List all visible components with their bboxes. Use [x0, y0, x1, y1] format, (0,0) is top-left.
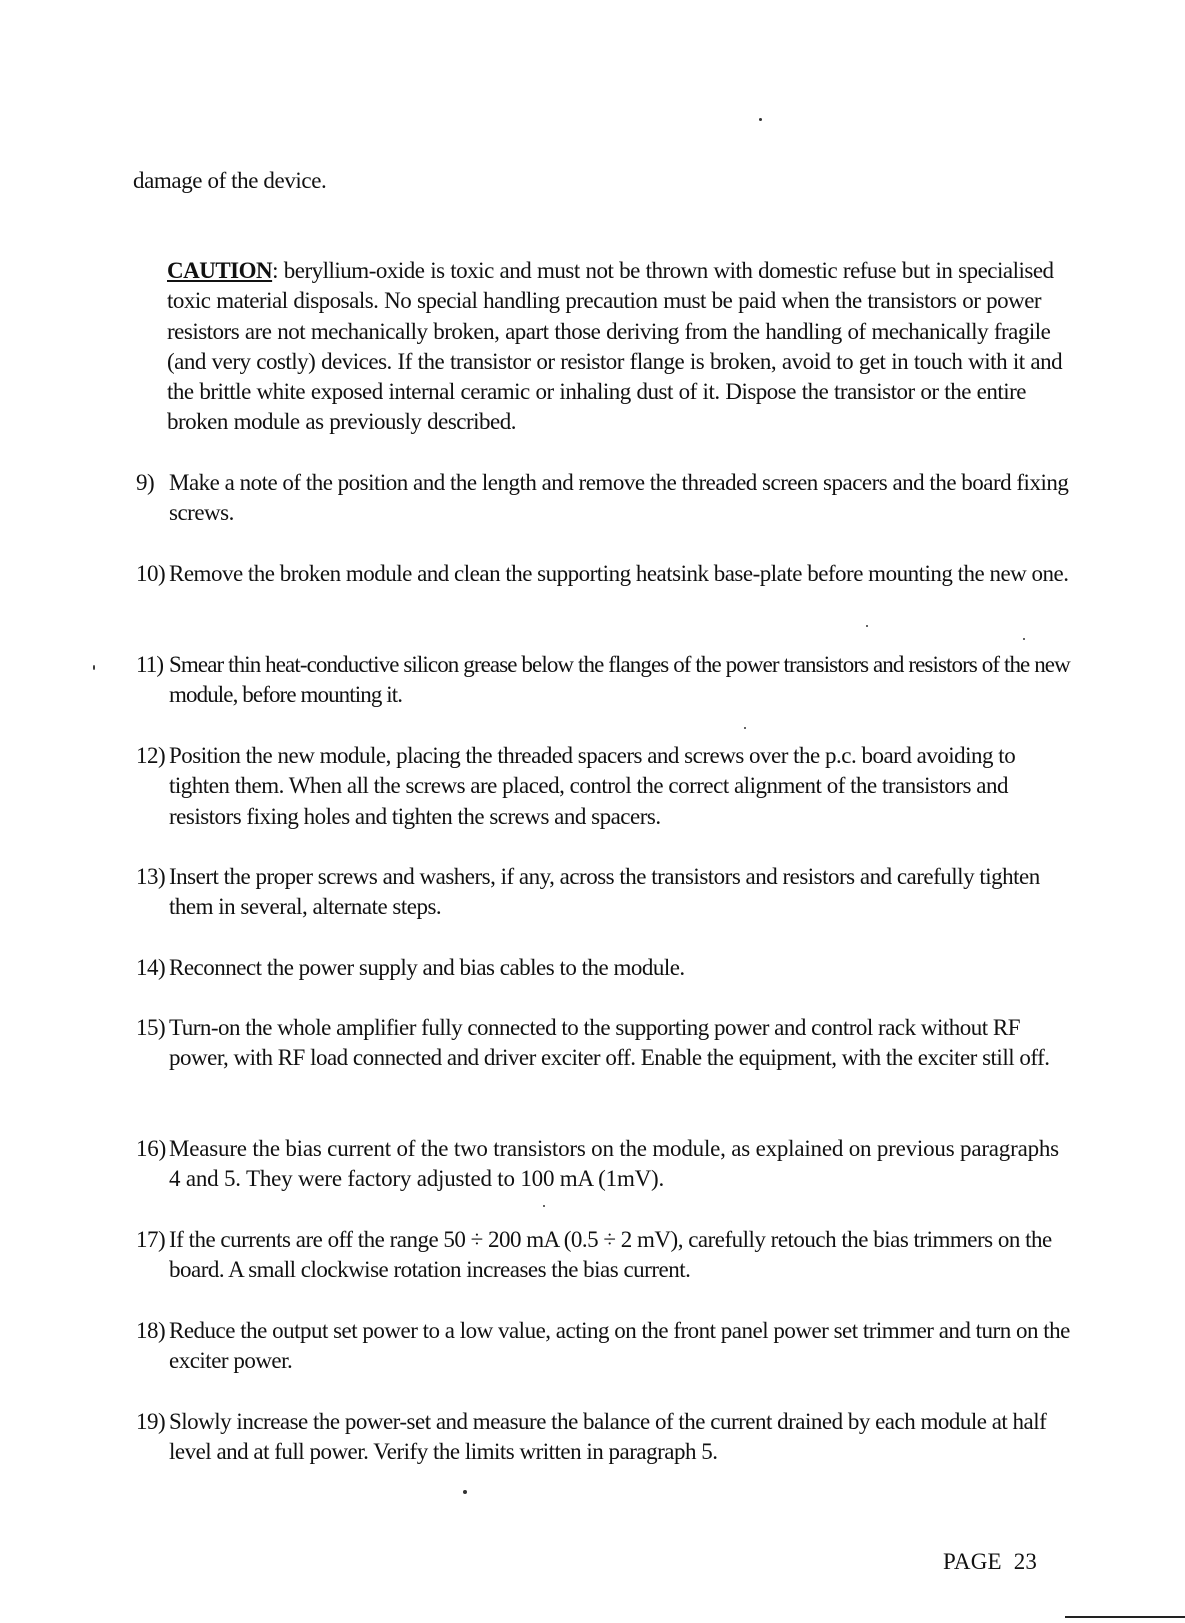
step-number: 19): [136, 1409, 166, 1434]
step-14: [136, 953, 1071, 983]
scan-speck: [1023, 638, 1025, 640]
step-19: [136, 1407, 1071, 1468]
step-text: Smear thin heat-conductive silicon grease below the flanges of the power transistors and resistors of the new module, before mounting it.: [169, 652, 1070, 708]
step-17: [136, 1225, 1071, 1286]
caution-label: CAUTION: [167, 258, 273, 283]
step-9: [136, 468, 1071, 529]
step-number: 13): [136, 864, 166, 889]
step-text: Remove the broken module and clean the supporting heatsink base-plate before mounting the new one.: [169, 561, 1069, 586]
step-18: [136, 1316, 1071, 1377]
step-text: Slowly increase the power-set and measure the balance of the current drained by each module at half level and at full power. Verify the limits written in paragraph 5.: [169, 1409, 1047, 1465]
page-number: PAGE 23: [943, 1549, 1038, 1574]
step-text: Measure the bias current of the two transistors on the module, as explained on previous paragraphs 4 and 5. They were factory adjusted to 100 mA (1mV).: [169, 1136, 1059, 1192]
step-text: Make a note of the position and the length and remove the threaded screen spacers and the board fixing screws.: [169, 470, 1069, 526]
step-number: 16): [136, 1136, 167, 1161]
caution-paragraph: [167, 256, 1067, 438]
caution-text: : beryllium-oxide is toxic and must not be thrown with domestic refuse but in specialised toxic material disposals. No special handling precaution must be paid when the transistors or power resistors are not mechanically broken, apart those deriving from the handling of mechanically fragile (and very costly) devices. If the transistor or resistor flange is broken, avoid to get in touch with it and the brittle white exposed internal ceramic or inhaling dust of it. Dispose the transistor or the entire broken module as previously described.: [167, 258, 1063, 435]
step-text: Reduce the output set power to a low value, acting on the front panel power set trimmer and turn on the exciter power.: [169, 1318, 1070, 1374]
step-number: 10): [136, 561, 166, 586]
step-13: [136, 862, 1071, 923]
step-number: 18): [136, 1318, 166, 1343]
step-number: 15): [136, 1015, 166, 1040]
step-text: Insert the proper screws and washers, if any, across the transistors and resistors and carefully tighten them in several, alternate steps.: [169, 864, 1040, 920]
scan-speck: [866, 625, 868, 627]
step-number: 9): [136, 470, 155, 495]
step-number: 14): [136, 955, 166, 980]
scan-speck: [93, 665, 95, 670]
scan-speck: [744, 727, 746, 729]
scan-speck: [759, 118, 762, 121]
step-number: 17): [136, 1227, 166, 1252]
step-text: Reconnect the power supply and bias cables to the module.: [169, 955, 685, 980]
scan-speck: [543, 1205, 545, 1207]
footer-rule: [1065, 1616, 1185, 1618]
step-text: Turn-on the whole amplifier fully connected to the supporting power and control rack without RF power, with RF load connected and driver exciter off. Enable the equipment, with the exciter still off.: [169, 1015, 1050, 1071]
step-10: [136, 559, 1071, 589]
step-16: [136, 1134, 1071, 1195]
step-11: [136, 650, 1071, 711]
step-text: If the currents are off the range 50 ÷ 200 mA (0.5 ÷ 2 mV), carefully retouch the bias trimmers on the board. A small clockwise rotation increases the bias current.: [169, 1227, 1052, 1283]
step-12: [136, 741, 1071, 832]
continuation-text: damage of the device.: [133, 168, 327, 193]
step-15: [136, 1013, 1071, 1074]
step-number: 11): [136, 652, 164, 677]
step-number: 12): [136, 743, 166, 768]
step-text: Position the new module, placing the threaded spacers and screws over the p.c. board avoiding to tighten them. When all the screws are placed, control the correct alignment of the transistors and resistors fixing holes and tighten the screws and spacers.: [169, 743, 1016, 829]
scan-speck: [463, 1490, 467, 1494]
